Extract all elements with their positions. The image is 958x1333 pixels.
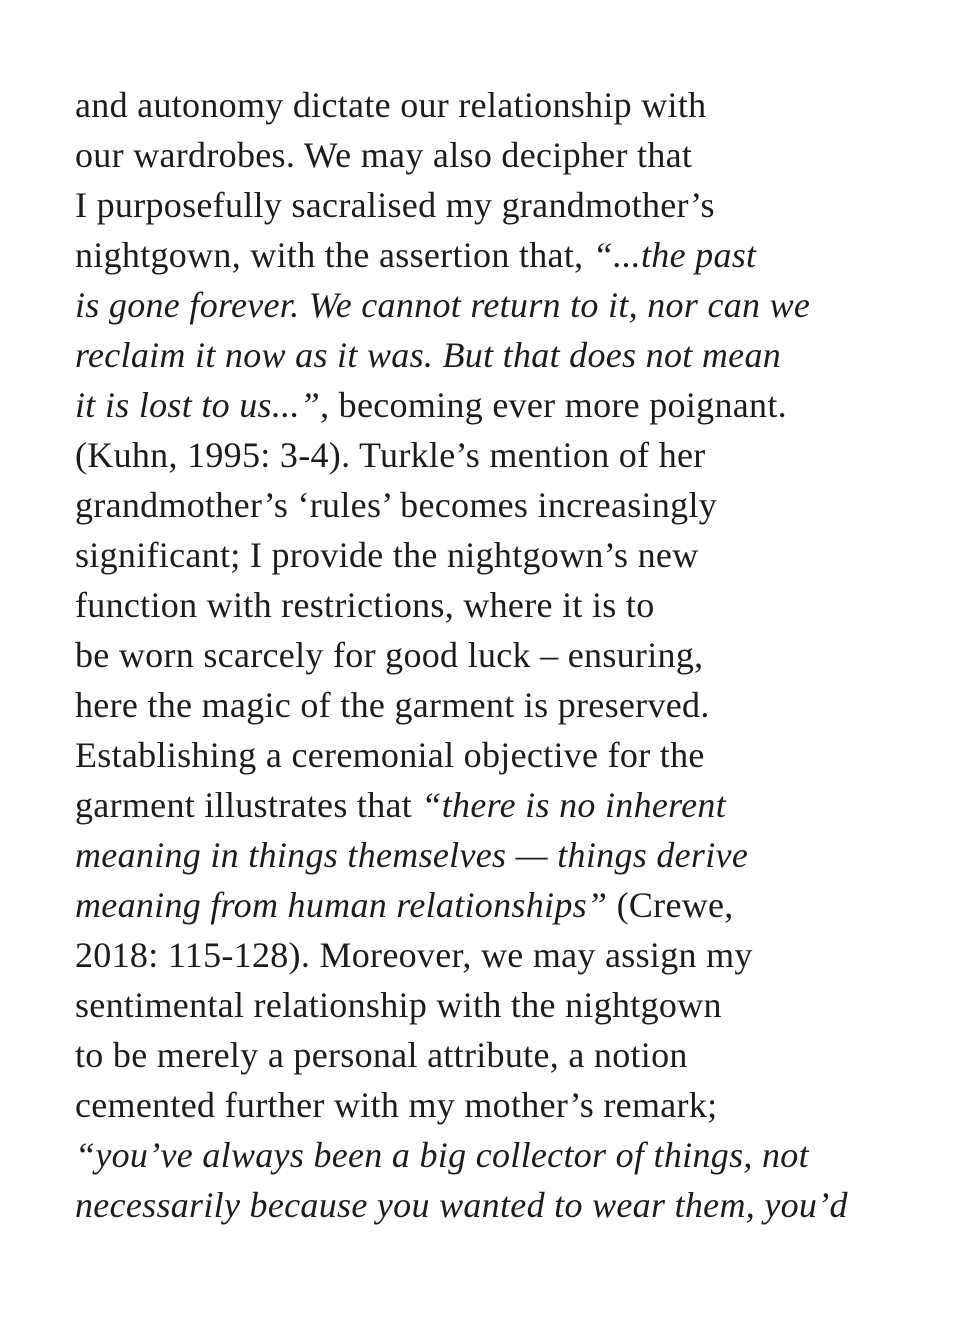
body-text: nightgown, with the assertion that, [75, 235, 593, 275]
quote-text: is gone forever. We cannot return to it, nor can we [75, 285, 811, 325]
text-line [75, 780, 918, 830]
quote-text: “you’ve always been a big collector of things, not [75, 1135, 809, 1175]
body-text: , becoming ever more poignant. [320, 385, 787, 425]
text-line [75, 480, 918, 530]
body-text: sentimental relationship with the nightgown [75, 985, 722, 1025]
paragraph [75, 80, 918, 1230]
body-text: garment illustrates that [75, 785, 422, 825]
quote-text: it is lost to us...” [75, 385, 321, 425]
body-text: 2018: 115-128). Moreover, we may assign my [75, 935, 753, 975]
text-line [75, 830, 918, 880]
body-text: to be merely a personal attribute, a notion [75, 1035, 688, 1075]
body-text: significant; I provide the nightgown’s new [75, 535, 699, 575]
body-text: here the magic of the garment is preserved. [75, 685, 710, 725]
text-line [75, 880, 918, 930]
text-line [75, 430, 918, 480]
body-text: (Crewe, [607, 885, 734, 925]
text-line [75, 730, 918, 780]
quote-text: meaning from human relationships” [75, 885, 608, 925]
body-text: be worn scarcely for good luck – ensuring, [75, 635, 704, 675]
body-text: grandmother’s ‘rules’ becomes increasingly [75, 485, 718, 525]
text-line [75, 130, 918, 180]
text-line [75, 1030, 918, 1080]
text-line [75, 280, 918, 330]
body-text: function with restrictions, where it is to [75, 585, 655, 625]
text-line [75, 680, 918, 730]
body-text: cemented further with my mother’s remark; [75, 1085, 718, 1125]
body-text: Establishing a ceremonial objective for the [75, 735, 705, 775]
text-line [75, 380, 918, 430]
quote-text: “there is no inherent [421, 785, 727, 825]
text-line [75, 1130, 918, 1180]
body-text: our wardrobes. We may also decipher that [75, 135, 693, 175]
text-line [75, 80, 918, 130]
text-line [75, 980, 918, 1030]
text-line [75, 1180, 918, 1230]
text-line [75, 230, 918, 280]
text-line [75, 1080, 918, 1130]
text-line [75, 180, 918, 230]
body-text: (Kuhn, 1995: 3-4). Turkle’s mention of her [75, 435, 706, 475]
text-line [75, 330, 918, 380]
body-text: and autonomy dictate our relationship with [75, 85, 707, 125]
text-line [75, 580, 918, 630]
quote-text: reclaim it now as it was. But that does not mean [75, 335, 782, 375]
text-line [75, 530, 918, 580]
quote-text: meaning in things themselves — things derive [75, 835, 749, 875]
text-line [75, 930, 918, 980]
body-text: I purposefully sacralised my grandmother’s [75, 185, 715, 225]
quote-text: “...the past [592, 235, 757, 275]
text-line [75, 630, 918, 680]
quote-text: necessarily because you wanted to wear them, you’d [75, 1185, 848, 1225]
